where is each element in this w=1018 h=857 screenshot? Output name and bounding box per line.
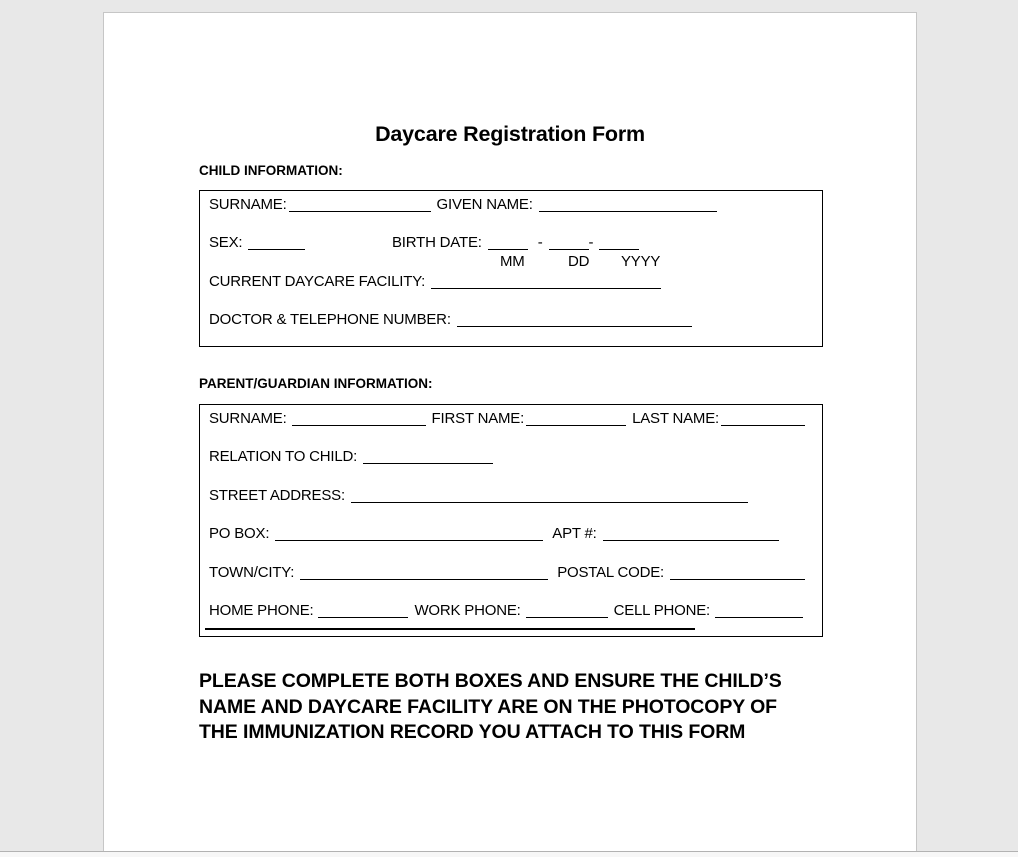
document-title: Daycare Registration Form bbox=[375, 122, 645, 146]
doctor-phone-row bbox=[209, 310, 818, 329]
postal-code-blank bbox=[670, 566, 805, 580]
child-given-name-label: GIVEN NAME: bbox=[436, 196, 533, 213]
parent-surname-label: SURNAME: bbox=[209, 410, 287, 427]
relation-blank bbox=[363, 450, 493, 464]
notice-line-1: PLEASE COMPLETE BOTH BOXES AND ENSURE THE CHILD’S bbox=[199, 670, 782, 692]
po-box-blank bbox=[275, 527, 543, 541]
parent-surname-blank bbox=[292, 412, 426, 426]
birth-date-separator-2: - bbox=[588, 234, 594, 251]
parent-last-name-blank bbox=[721, 412, 805, 426]
po-box-label: PO BOX: bbox=[209, 525, 270, 542]
birth-month-blank bbox=[488, 236, 528, 250]
apt-blank bbox=[603, 527, 779, 541]
home-phone-blank bbox=[318, 604, 408, 618]
apt-label: APT #: bbox=[552, 525, 597, 542]
relation-row bbox=[209, 447, 818, 466]
parent-info-heading: PARENT/GUARDIAN INFORMATION: bbox=[199, 376, 433, 391]
birth-day-blank bbox=[549, 236, 589, 250]
viewport-bottom-edge bbox=[0, 851, 1018, 857]
doctor-blank bbox=[457, 313, 692, 327]
child-surname-label: SURNAME: bbox=[209, 196, 287, 213]
town-blank bbox=[300, 566, 548, 580]
completion-notice bbox=[199, 669, 829, 746]
parent-info-box bbox=[199, 404, 823, 637]
child-info-heading: CHILD INFORMATION: bbox=[199, 163, 343, 178]
phones-row bbox=[209, 601, 818, 620]
parent-last-name-label: LAST NAME: bbox=[632, 410, 719, 427]
postal-code-label: POSTAL CODE: bbox=[557, 564, 664, 581]
birth-year-blank bbox=[599, 236, 639, 250]
sex-field-group bbox=[209, 233, 388, 252]
sex-label: SEX: bbox=[209, 234, 243, 251]
child-given-name-blank bbox=[539, 198, 717, 212]
daycare-facility-row bbox=[209, 272, 818, 291]
notice-line-3: THE IMMUNIZATION RECORD YOU ATTACH TO THIS FORM bbox=[199, 721, 746, 743]
year-abbr-label: YYYY bbox=[621, 253, 661, 270]
birth-date-separator-1: - bbox=[537, 234, 543, 251]
parent-first-name-label: FIRST NAME: bbox=[431, 410, 525, 427]
facility-label: CURRENT DAYCARE FACILITY: bbox=[209, 273, 426, 290]
cell-phone-label: CELL PHONE: bbox=[613, 602, 711, 619]
town-label: TOWN/CITY: bbox=[209, 564, 295, 581]
street-address-row bbox=[209, 486, 818, 505]
street-blank bbox=[351, 489, 748, 503]
po-box-row bbox=[209, 524, 818, 543]
facility-blank bbox=[431, 275, 661, 289]
town-city-row bbox=[209, 563, 818, 582]
street-label: STREET ADDRESS: bbox=[209, 487, 345, 504]
child-name-row bbox=[209, 195, 818, 214]
doctor-label: DOCTOR & TELEPHONE NUMBER: bbox=[209, 311, 451, 328]
day-abbr-label: DD bbox=[568, 253, 590, 270]
work-phone-label: WORK PHONE: bbox=[414, 602, 521, 619]
birth-date-label: BIRTH DATE: bbox=[391, 234, 482, 251]
parent-name-row bbox=[209, 409, 818, 428]
cell-phone-blank bbox=[715, 604, 803, 618]
parent-first-name-blank bbox=[526, 412, 626, 426]
sex-blank bbox=[248, 236, 305, 250]
child-sex-birthdate-row bbox=[209, 233, 818, 252]
home-phone-label: HOME PHONE: bbox=[209, 602, 314, 619]
child-info-box bbox=[199, 190, 823, 347]
child-surname-blank bbox=[289, 198, 431, 212]
work-phone-blank bbox=[526, 604, 608, 618]
document-page[interactable] bbox=[103, 12, 917, 851]
relation-label: RELATION TO CHILD: bbox=[209, 448, 358, 465]
month-abbr-label: MM bbox=[500, 253, 525, 270]
notice-line-2: NAME AND DAYCARE FACILITY ARE ON THE PHOTOCOPY OF bbox=[199, 695, 777, 718]
extra-blank-line bbox=[205, 628, 695, 630]
